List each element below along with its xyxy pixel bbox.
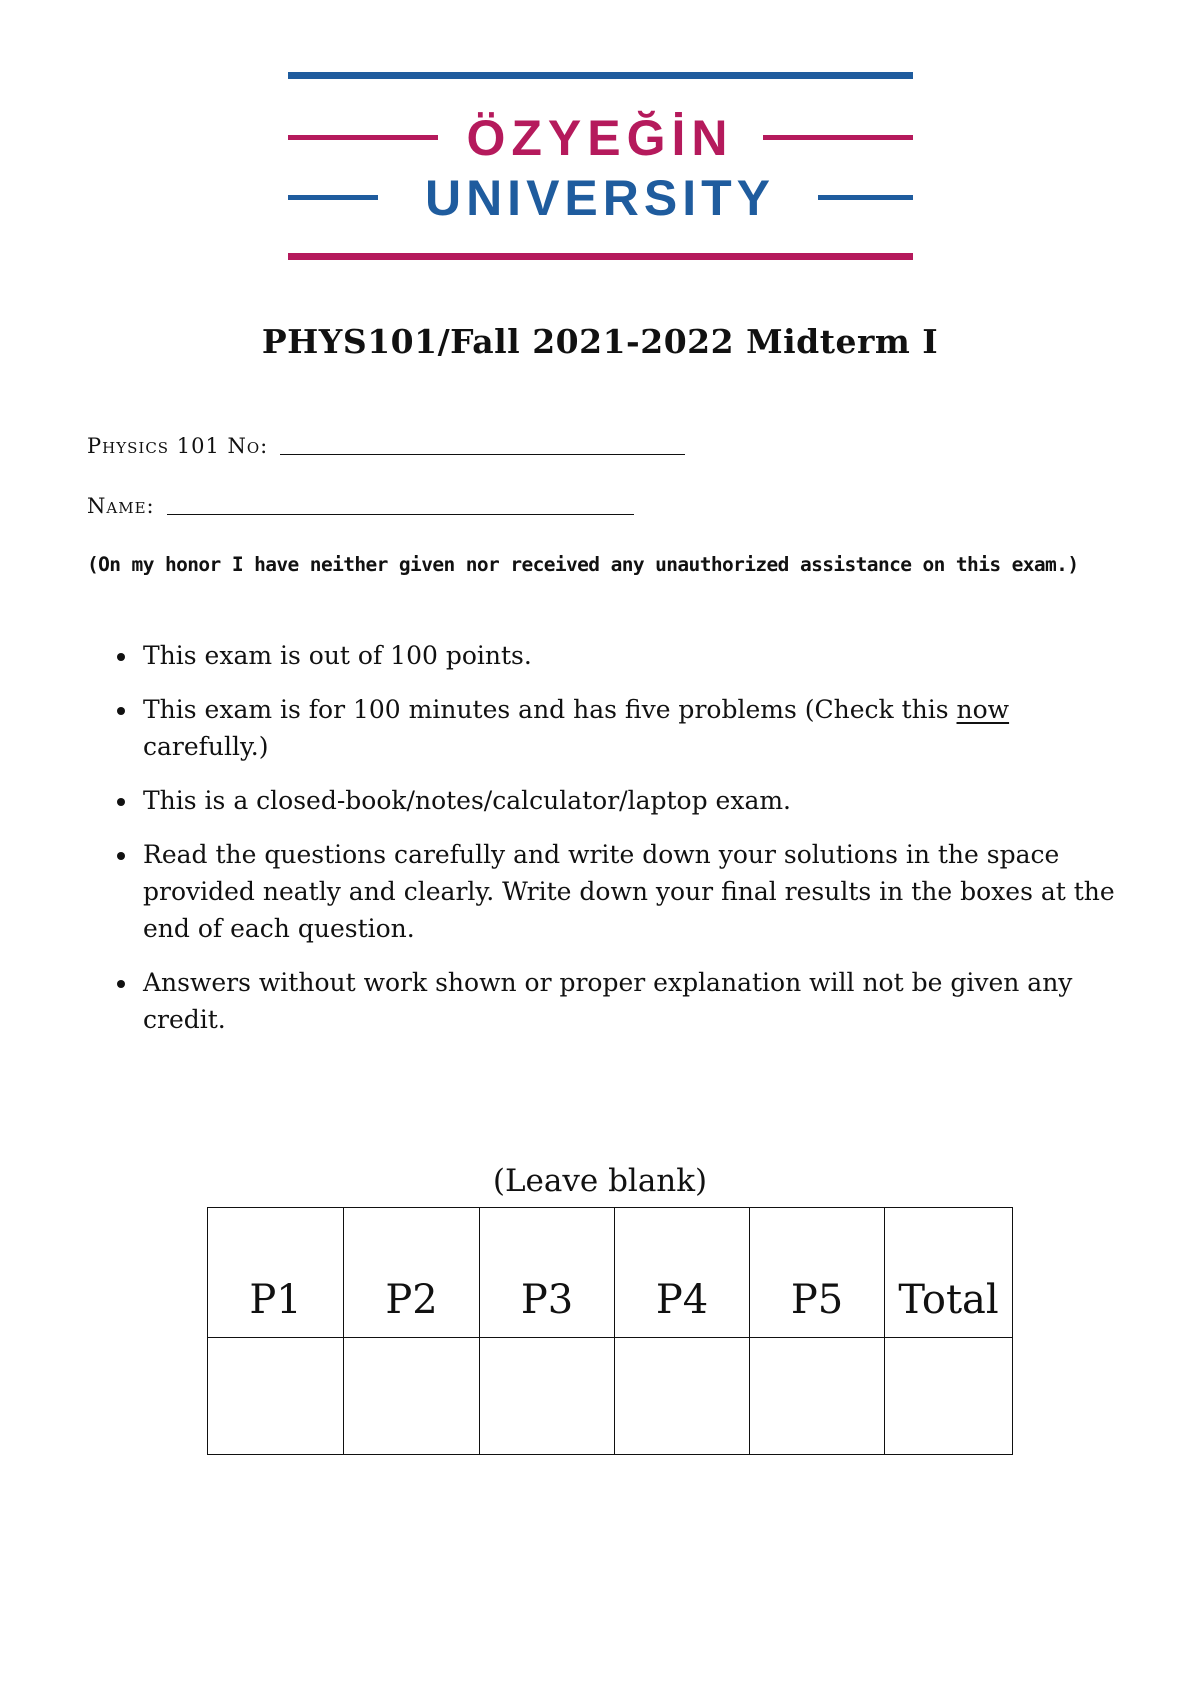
score-header-p2: P2 (344, 1208, 480, 1338)
instruction-text: carefully.) (143, 732, 269, 761)
honor-statement: (On my honor I have neither given nor received any unauthorized assistance on this exam.) (87, 553, 1079, 576)
bullet-icon (117, 852, 125, 860)
page-title: PHYS101/Fall 2021-2022 Midterm I (261, 322, 939, 361)
student-name-blank[interactable] (167, 513, 634, 515)
score-cell-total[interactable] (885, 1338, 1013, 1455)
instruction-item (115, 691, 1125, 765)
logo-left-rule-lower (288, 195, 378, 200)
instruction-text: Read the questions carefully and write down your solutions in the space provided neatly and clearly. Write down your final results in the boxes at the end of each question. (143, 840, 1115, 943)
instruction-text: This is a closed-book/notes/calculator/laptop exam. (143, 786, 791, 815)
score-table (207, 1207, 1013, 1455)
score-header-p3: P3 (480, 1208, 615, 1338)
bullet-icon (117, 707, 125, 715)
logo-line2: UNIVERSITY (424, 170, 776, 226)
bullet-icon (117, 980, 125, 988)
bullet-icon (117, 653, 125, 661)
logo-graphic (288, 72, 913, 262)
university-logo (288, 72, 913, 262)
score-table-caption: (Leave blank) (492, 1163, 708, 1199)
student-number-label: Physics 101 No: (87, 434, 269, 458)
student-number-field (87, 434, 685, 458)
logo-right-rule-lower (818, 195, 913, 200)
logo-top-rule (288, 72, 913, 79)
logo-line1: ÖZYEĞİN (466, 110, 734, 166)
score-header-p1: P1 (208, 1208, 344, 1338)
logo-bottom-rule (288, 253, 913, 260)
score-cell-p3[interactable] (480, 1338, 615, 1455)
score-header-p5: P5 (750, 1208, 885, 1338)
score-header-total: Total (885, 1208, 1013, 1338)
score-cell-p2[interactable] (344, 1338, 480, 1455)
student-number-blank[interactable] (280, 453, 685, 455)
score-cell-p1[interactable] (208, 1338, 344, 1455)
logo-right-rule-upper (763, 135, 913, 140)
student-name-field (87, 494, 634, 518)
instruction-emphasis: now (956, 695, 1010, 724)
instruction-text: This exam is out of 100 points. (143, 641, 532, 670)
bullet-icon (117, 798, 125, 806)
instruction-item (115, 782, 1125, 819)
logo-left-rule-upper (288, 135, 438, 140)
instruction-text: Answers without work shown or proper explanation will not be given any credit. (143, 968, 1073, 1034)
student-name-label: Name: (87, 494, 155, 518)
instructions-list (115, 637, 1125, 1055)
instruction-item (115, 637, 1125, 674)
score-cell-p5[interactable] (750, 1338, 885, 1455)
score-header-row (208, 1208, 1013, 1338)
score-cell-p4[interactable] (615, 1338, 750, 1455)
instruction-item (115, 964, 1125, 1038)
score-header-p4: P4 (615, 1208, 750, 1338)
instruction-item (115, 836, 1125, 947)
score-entry-row (208, 1338, 1013, 1455)
instruction-text: This exam is for 100 minutes and has five problems (Check this (143, 695, 957, 724)
